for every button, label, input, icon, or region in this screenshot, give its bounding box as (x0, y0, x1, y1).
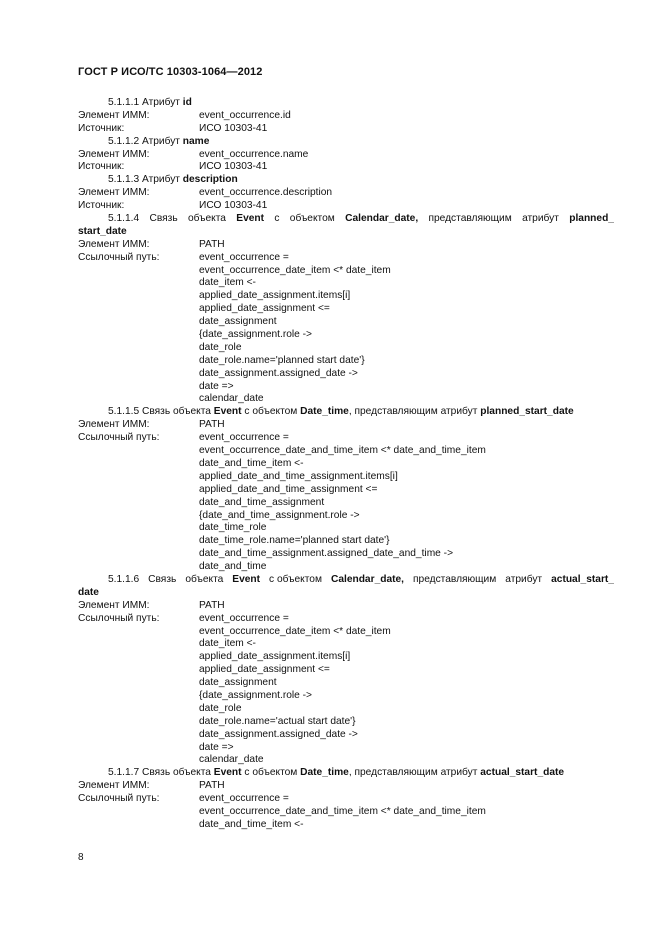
reference-path-row (78, 754, 614, 767)
path-step: date => (199, 741, 234, 753)
association-heading (78, 406, 614, 419)
page-number: 8 (78, 852, 84, 863)
heading-word: Calendar_date, (330, 573, 405, 585)
field-value: event_occurrence.description (199, 187, 333, 199)
imm-element-row (78, 187, 614, 200)
reference-path-row (78, 703, 614, 716)
reference-path-row (78, 342, 614, 355)
path-step: date_and_time_assignment.assigned_date_and_time -> (199, 548, 454, 560)
association-heading (78, 767, 614, 780)
field-label: Элемент ИММ: (78, 599, 150, 611)
heading-word: атрибут (522, 213, 559, 225)
imm-element-row (78, 780, 614, 793)
path-step: {date_assignment.role -> (199, 689, 312, 701)
path-step: date_and_time_assignment (199, 496, 325, 508)
heading-word: Event (232, 573, 261, 585)
path-step: date_role.name='planned start date'} (199, 354, 365, 366)
path-step: date_role.name='actual start date'} (199, 715, 356, 727)
field-label: Ссылочный путь: (78, 612, 160, 624)
path-step: applied_date_assignment <= (199, 664, 330, 676)
path-step: applied_date_assignment.items[i] (199, 651, 351, 663)
heading-word: Date_time (300, 767, 349, 779)
attribute-name: id (182, 97, 192, 108)
path-step: calendar_date (199, 393, 264, 405)
path-step: calendar_date (199, 754, 264, 766)
path-step: date_item <- (199, 638, 256, 650)
reference-path-row (78, 393, 614, 406)
reference-path-row (78, 316, 614, 329)
heading-word: представляющим (428, 213, 512, 225)
reference-path-row (78, 265, 614, 278)
section-number: 5.1.1.3 (108, 174, 142, 186)
heading-word: planned_start_date (480, 406, 574, 418)
path-step: date => (199, 380, 234, 392)
attribute-heading (78, 136, 614, 149)
path-step: date_and_time (199, 561, 267, 573)
reference-path-row (78, 729, 614, 742)
association-heading (78, 574, 614, 587)
reference-path-row (78, 626, 614, 639)
reference-path-row (78, 497, 614, 510)
path-step: event_occurrence_date_item <* date_item (199, 625, 391, 637)
reference-path-row (78, 806, 614, 819)
section-number: 5.1.1.1 (108, 97, 142, 108)
heading-word: Event (213, 406, 242, 418)
heading-continuation (78, 587, 614, 600)
field-label: Элемент ИММ: (78, 419, 150, 431)
field-value: PATH (199, 419, 225, 431)
field-value: ИСО 10303-41 (199, 200, 268, 212)
path-step: date_and_time_item <- (199, 818, 304, 830)
heading-word: атрибут (505, 573, 543, 585)
path-step: {date_assignment.role -> (199, 329, 312, 341)
reference-path-row (78, 548, 614, 561)
heading-word: Date_time (300, 406, 349, 418)
path-step: event_occurrence_date_item <* date_item (199, 264, 391, 276)
reference-path-row (78, 651, 614, 664)
section-number: 5.1.1.4 (108, 213, 140, 225)
attribute-heading (78, 174, 614, 187)
heading-continuation (78, 226, 614, 239)
field-label: Источник: (78, 161, 125, 173)
path-step: applied_date_and_time_assignment.items[i] (199, 470, 398, 482)
path-step: date_assignment (199, 677, 277, 689)
reference-path-row (78, 252, 614, 265)
path-step: event_occurrence = (199, 793, 289, 805)
field-label: Элемент ИММ: (78, 148, 150, 160)
path-step: event_occurrence = (199, 432, 289, 444)
association-heading (78, 213, 614, 226)
section-number: 5.1.1.6 (108, 573, 140, 585)
heading-word: Связь объекта (142, 406, 214, 418)
heading-word: с объектом (269, 573, 322, 585)
attribute-heading (78, 97, 614, 110)
path-step: date_time_role.name='planned start date'} (199, 535, 390, 547)
reference-path-row (78, 742, 614, 755)
document-body (78, 97, 614, 832)
imm-element-row (78, 149, 614, 162)
heading-word: date (78, 586, 99, 598)
reference-path-row (78, 445, 614, 458)
reference-path-row (78, 522, 614, 535)
attribute-name: description (182, 174, 238, 186)
reference-path-row (78, 638, 614, 651)
path-step: date_time_role (199, 522, 267, 534)
path-step: date_assignment.assigned_date -> (199, 728, 358, 740)
field-label: Элемент ИММ: (78, 187, 150, 199)
heading-word: Связь (148, 573, 177, 585)
reference-path-row (78, 290, 614, 303)
reference-path-row (78, 664, 614, 677)
reference-path-row (78, 458, 614, 471)
heading-word: Event (236, 213, 265, 225)
heading-word: , представляющим атрибут (348, 406, 481, 418)
path-step: date_role (199, 702, 242, 714)
reference-path-row (78, 484, 614, 497)
heading-word: объекта (187, 213, 226, 225)
field-value: event_occurrence.name (199, 148, 309, 160)
path-step: date_assignment.assigned_date -> (199, 367, 358, 379)
field-label: Источник: (78, 200, 125, 212)
reference-path-row (78, 561, 614, 574)
section-number: 5.1.1.7 (108, 767, 142, 779)
path-step: event_occurrence_date_and_time_item <* date_and_time_item (199, 445, 486, 457)
field-label: Ссылочный путь: (78, 251, 160, 263)
field-value: PATH (199, 238, 225, 250)
heading-word: , представляющим атрибут (348, 767, 481, 779)
field-label: Ссылочный путь: (78, 432, 160, 444)
path-step: date_role (199, 341, 242, 353)
attribute-name: name (182, 135, 210, 147)
reference-path-row (78, 793, 614, 806)
reference-path-row (78, 368, 614, 381)
field-value: ИСО 10303-41 (199, 122, 268, 134)
path-step: event_occurrence = (199, 612, 289, 624)
path-step: date_assignment (199, 316, 277, 328)
field-value: event_occurrence.id (199, 109, 291, 121)
reference-path-row (78, 510, 614, 523)
imm-element-row (78, 110, 614, 123)
source-row (78, 161, 614, 174)
heading-word: объектом (289, 213, 335, 225)
heading-word: Calendar_date, (345, 213, 419, 225)
imm-element-row (78, 419, 614, 432)
heading-word: с объектом (244, 406, 301, 418)
path-step: applied_date_assignment.items[i] (199, 290, 351, 302)
heading-word: actual_start_ (551, 573, 614, 585)
heading-word: planned_ (569, 213, 614, 225)
heading-word: с (274, 213, 280, 225)
field-label: Источник: (78, 122, 125, 134)
path-step: event_occurrence_date_and_time_item <* date_and_time_item (199, 805, 486, 817)
imm-element-row (78, 600, 614, 613)
field-label: Элемент ИММ: (78, 238, 150, 250)
field-value: PATH (199, 780, 225, 792)
reference-path-row (78, 613, 614, 626)
reference-path-row (78, 277, 614, 290)
heading-word: объекта (185, 573, 224, 585)
reference-path-row (78, 303, 614, 316)
heading-word: start_date (78, 225, 127, 237)
field-label: Ссылочный путь: (78, 793, 160, 805)
attribute-word: Атрибут (142, 135, 183, 147)
reference-path-row (78, 432, 614, 445)
field-label: Элемент ИММ: (78, 109, 150, 121)
path-step: applied_date_assignment <= (199, 303, 330, 315)
path-step: date_item <- (199, 277, 256, 289)
reference-path-row (78, 716, 614, 729)
heading-word: Связь (149, 213, 178, 225)
reference-path-row (78, 819, 614, 832)
source-row (78, 123, 614, 136)
path-step: {date_and_time_assignment.role -> (199, 509, 360, 521)
field-value: PATH (199, 599, 225, 611)
reference-path-row (78, 677, 614, 690)
reference-path-row (78, 690, 614, 703)
heading-word: Связь объекта (142, 767, 214, 779)
field-label: Элемент ИММ: (78, 780, 150, 792)
reference-path-row (78, 471, 614, 484)
attribute-word: Атрибут (142, 97, 183, 108)
section-number: 5.1.1.5 (108, 406, 142, 418)
heading-word: с объектом (244, 767, 301, 779)
field-value: ИСО 10303-41 (199, 161, 268, 173)
attribute-word: Атрибут (142, 174, 183, 186)
reference-path-row (78, 329, 614, 342)
imm-element-row (78, 239, 614, 252)
reference-path-row (78, 535, 614, 548)
document-header: ГОСТ Р ИСО/ТС 10303-1064—2012 (78, 66, 263, 78)
heading-word: Event (213, 767, 242, 779)
heading-word: представляющим (413, 573, 497, 585)
path-step: event_occurrence = (199, 251, 289, 263)
path-step: applied_date_and_time_assignment <= (199, 483, 378, 495)
heading-word: actual_start_date (480, 767, 565, 779)
section-number: 5.1.1.2 (108, 135, 142, 147)
reference-path-row (78, 381, 614, 394)
path-step: date_and_time_item <- (199, 457, 304, 469)
reference-path-row (78, 355, 614, 368)
source-row (78, 200, 614, 213)
